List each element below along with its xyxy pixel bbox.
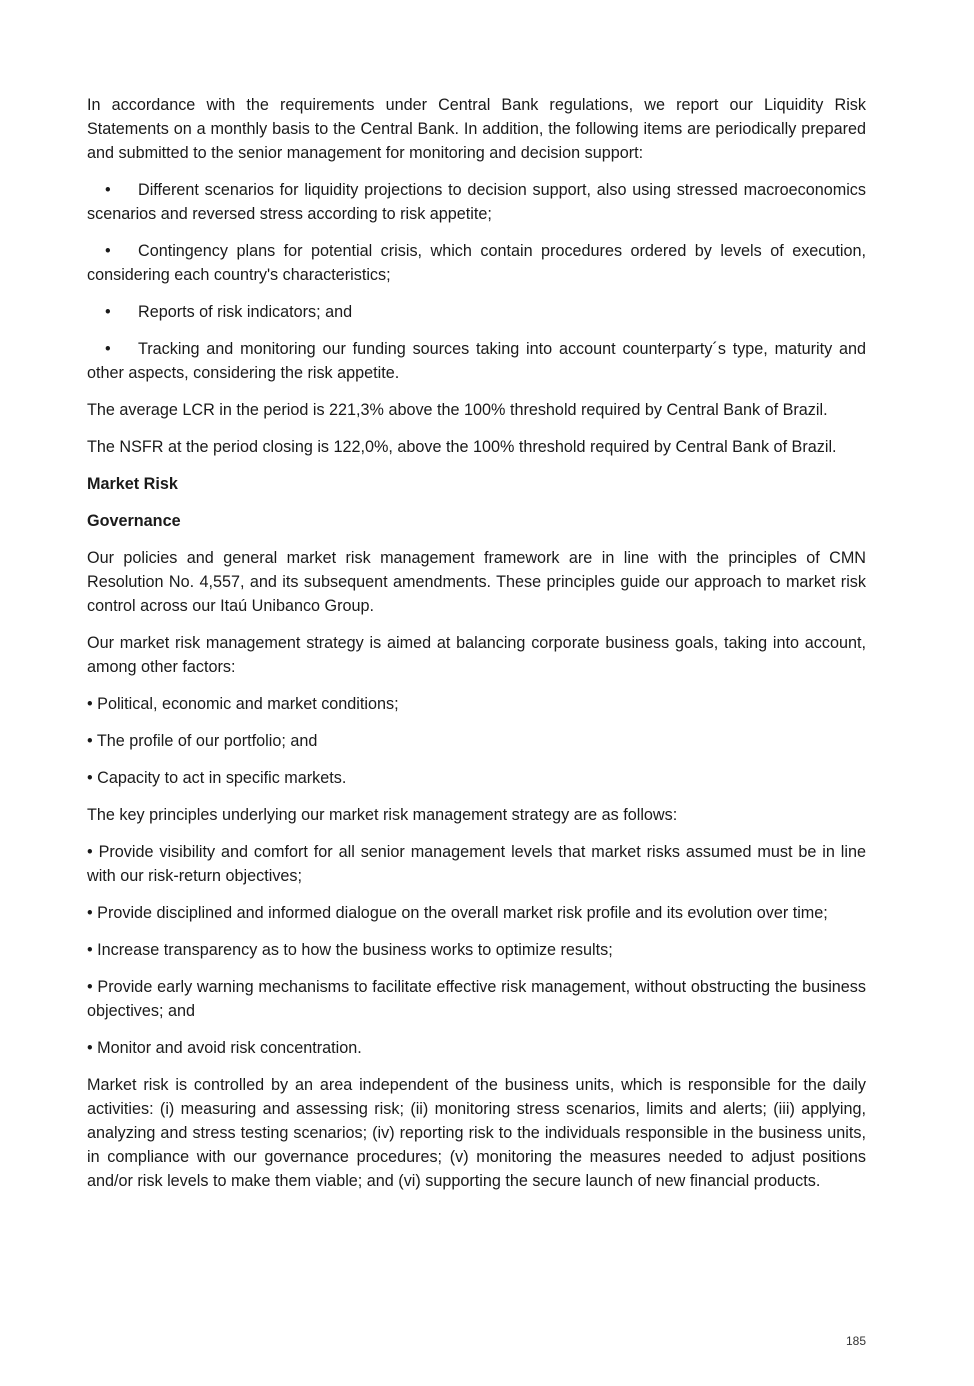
principle-item: • Provide visibility and comfort for all senior management levels that market risks assumed must be in line with our risk-return objectives; [87, 843, 866, 885]
strategy-paragraph: Our market risk management strategy is aimed at balancing corporate business goals, taking into account, among other factors: [87, 634, 866, 676]
liquidity-item [87, 300, 866, 324]
liquidity-item-text: Tracking and monitoring our funding sources taking into account counterparty´s type, maturity and other aspects, considering the risk appetite. [87, 340, 866, 382]
principle-item: • Increase transparency as to how the business works to optimize results; [87, 941, 613, 959]
principle-item: • Provide disciplined and informed dialogue on the overall market risk profile and its evolution over time; [87, 904, 828, 922]
bullet: • [105, 303, 111, 321]
bullet: • [105, 242, 111, 260]
bullet: • [105, 181, 111, 199]
document-page [87, 93, 866, 1206]
liquidity-item [87, 337, 866, 385]
factor-item: • Capacity to act in specific markets. [87, 769, 347, 787]
liquidity-item-text: Different scenarios for liquidity projections to decision support, also using stressed macroeconomics scenarios and reversed stress according to risk appetite; [87, 181, 866, 223]
nsfr-paragraph: The NSFR at the period closing is 122,0%, above the 100% threshold required by Central Bank of Brazil. [87, 438, 837, 456]
control-paragraph: Market risk is controlled by an area independent of the business units, which is responsible for the daily activities: (i) measuring and assessing risk; (ii) monitoring stress scenarios, limits and alerts; (iii) applying, analyzing and stress testing scenarios; (iv) reporting risk to the individuals responsible in the business units, in compliance with our governance procedures; (v) monitoring the measures needed to adjust positions and/or risk levels to make them viable; and (vi) supporting the secure launch of new financial products. [87, 1076, 866, 1190]
bullet: • [105, 340, 111, 358]
liquidity-item [87, 178, 866, 226]
policies-paragraph: Our policies and general market risk management framework are in line with the principles of CMN Resolution No. 4,557, and its subsequent amendments. These principles guide our approach to market risk control across our Itaú Unibanco Group. [87, 549, 866, 615]
factor-item: • The profile of our portfolio; and [87, 732, 318, 750]
factor-item: • Political, economic and market conditions; [87, 695, 399, 713]
liquidity-item [87, 239, 866, 287]
page-number: 185 [845, 1334, 866, 1348]
principle-item: • Monitor and avoid risk concentration. [87, 1039, 362, 1057]
principles-intro: The key principles underlying our market risk management strategy are as follows: [87, 806, 678, 824]
market-risk-heading: Market Risk [87, 475, 178, 493]
lcr-paragraph: The average LCR in the period is 221,3% above the 100% threshold required by Central Bank of Brazil. [87, 401, 828, 419]
liquidity-item-text: Reports of risk indicators; and [138, 303, 353, 321]
principle-item: • Provide early warning mechanisms to facilitate effective risk management, without obstructing the business objectives; and [87, 978, 866, 1020]
liquidity-item-text: Contingency plans for potential crisis, which contain procedures ordered by levels of execution, considering each country's characteristics; [87, 242, 866, 284]
intro-paragraph: In accordance with the requirements under Central Bank regulations, we report our Liquidity Risk Statements on a monthly basis to the Central Bank. In addition, the following items are periodically prepared and submitted to the senior management for monitoring and decision support: [87, 96, 866, 162]
governance-heading: Governance [87, 512, 181, 530]
